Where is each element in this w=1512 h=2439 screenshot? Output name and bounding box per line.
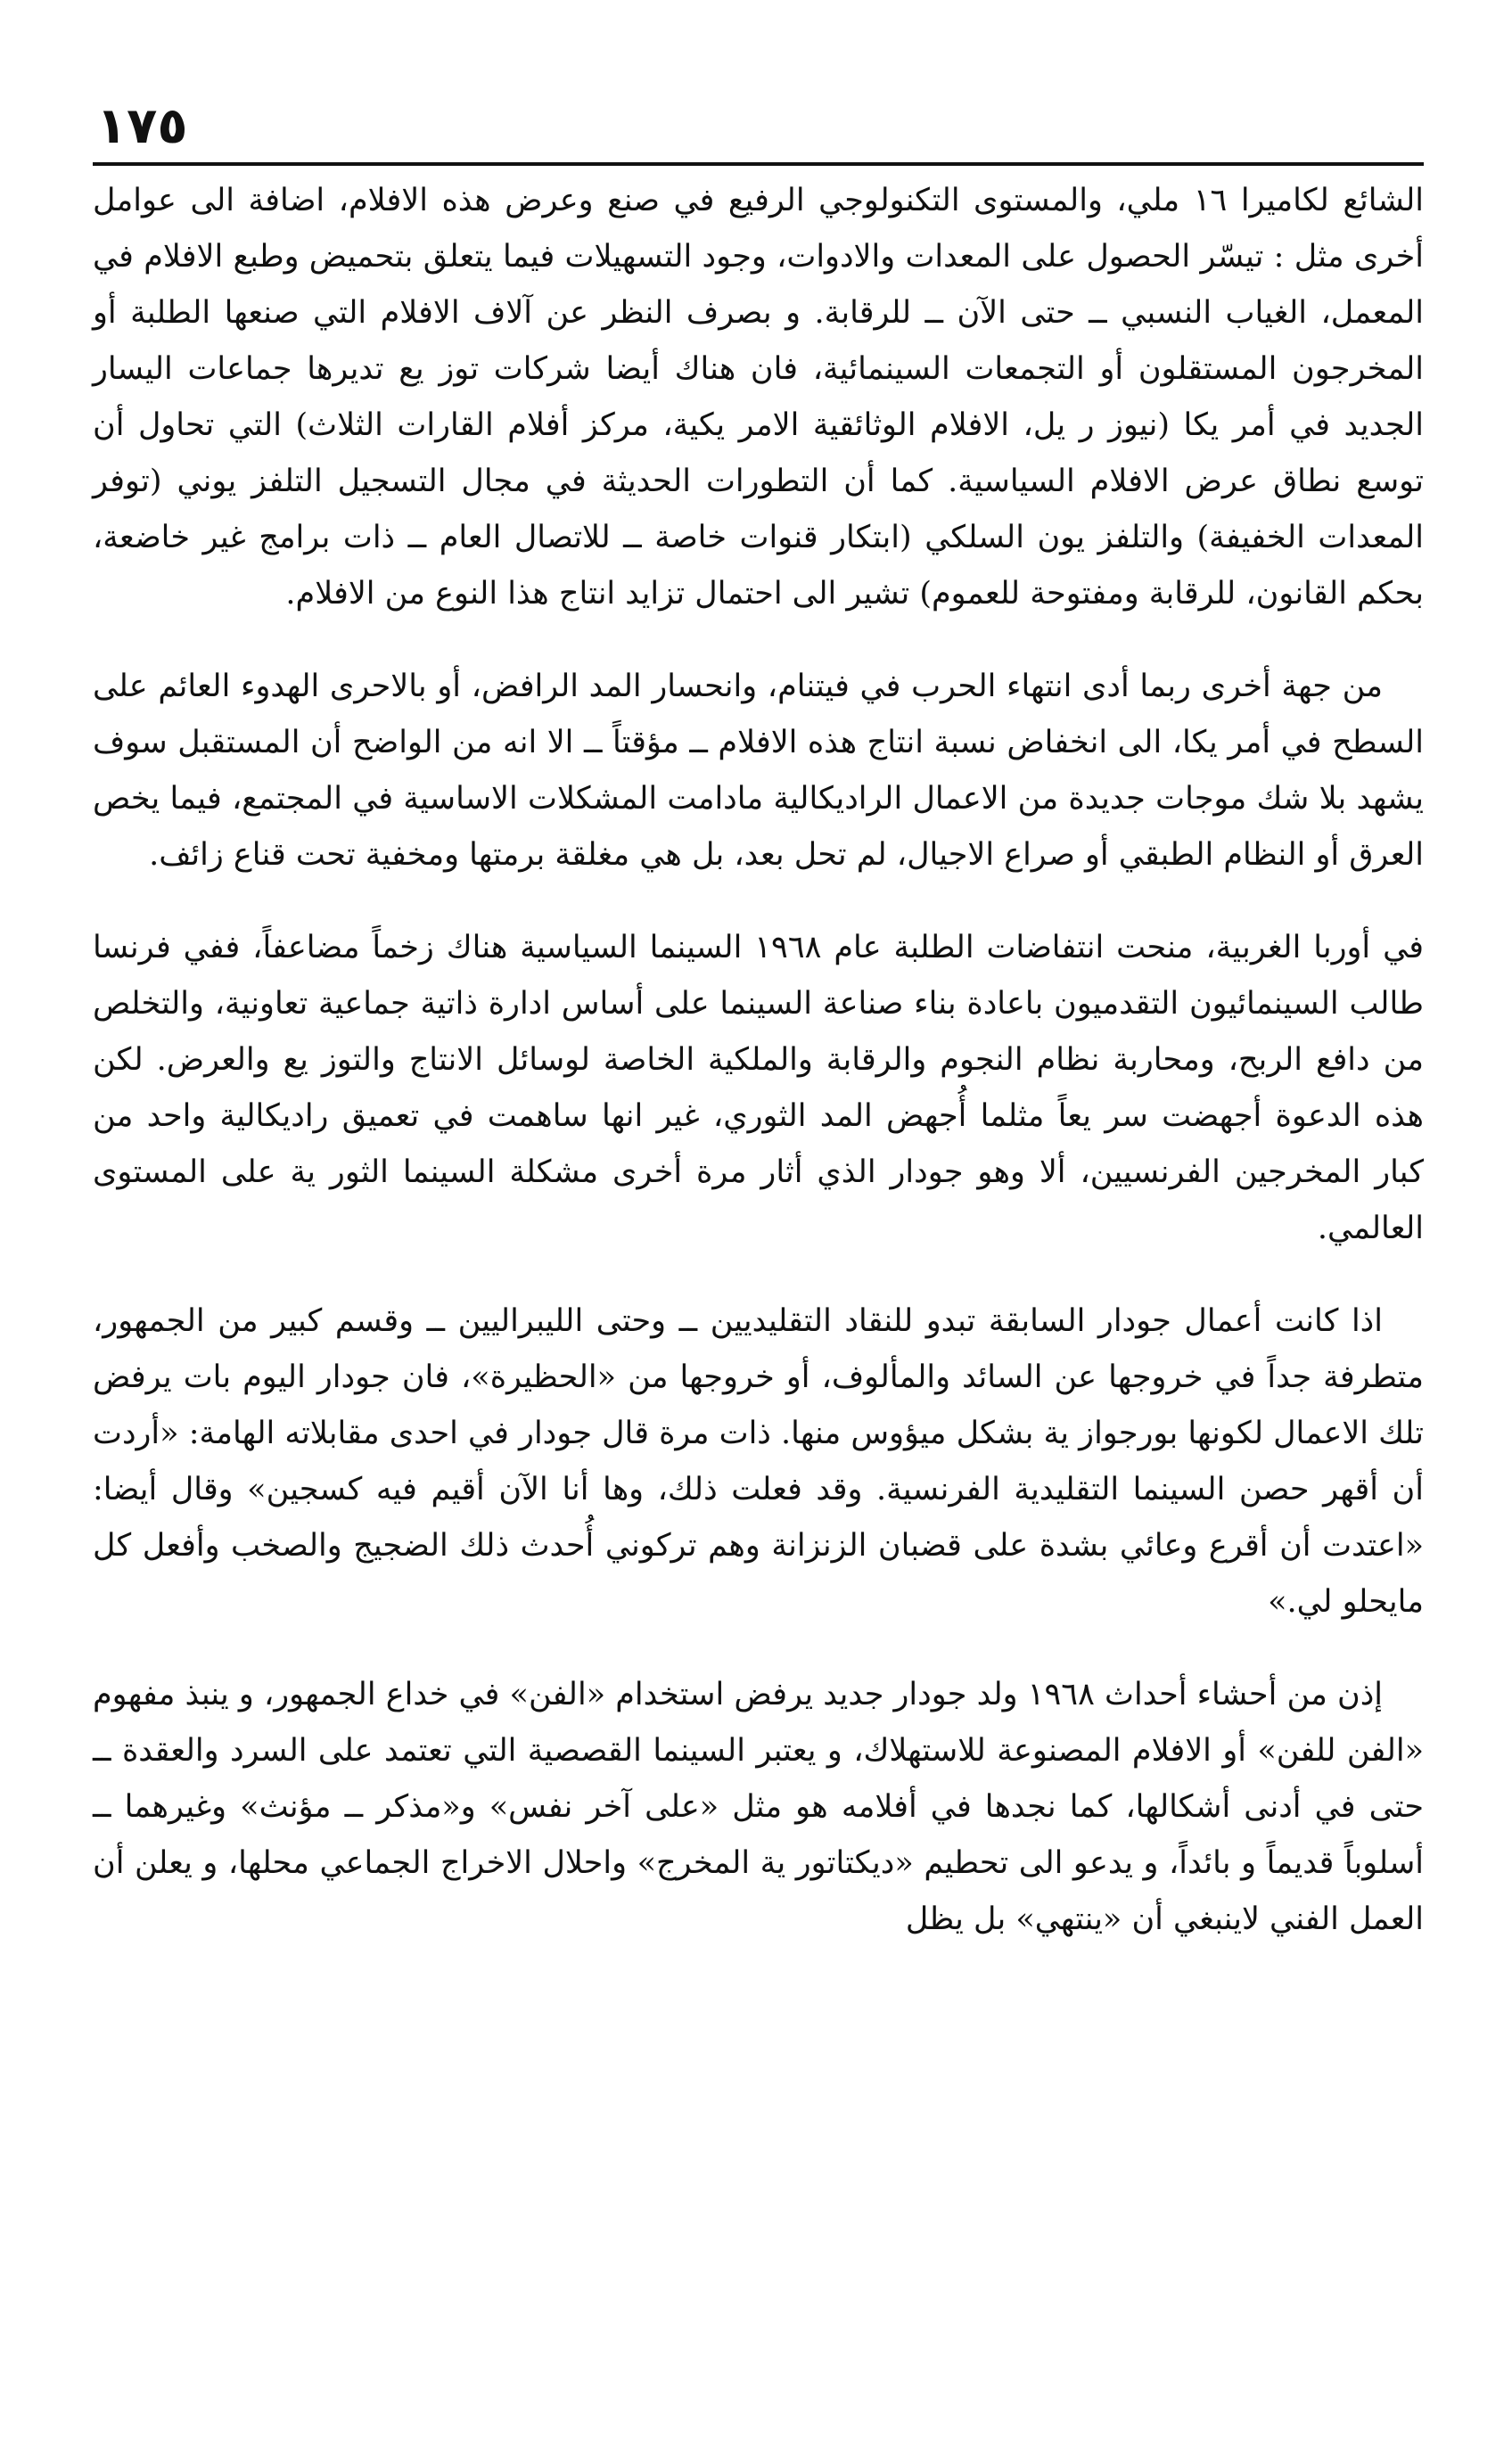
paragraph-3: في أوربا الغربية، منحت انتفاضات الطلبة عام ١٩٦٨ السينما السياسية هناك زخماً مضاعفاً، ففي فرنسا طالب السينمائيون التقدميون باعادة بناء صناعة السينما على أساس ادارة ذاتية جماعية تعاونية، والتخلص من دافع الربح، ومحاربة نظام النجوم والرقابة والملكية الخاصة لوسائل الانتاج والتوز يع والعرض. لكن هذه الدعوة أجهضت سر يعاً مثلما أُجهض المد الثوري، غير انها ساهمت في تعميق راديكالية واحد من كبار المخرجين الفرنسيين، ألا وهو جودار الذي أثار مرة أخرى مشكلة السينما الثور ية على المستوى العالمي.: [93, 930, 1424, 1246]
paragraph-4: اذا كانت أعمال جودار السابقة تبدو للنقاد التقليديين ــ وحتى الليبراليين ــ وقسم كبير من الجمهور، متطرفة جداً في خروجها عن السائد والمألوف، أو خروجها من «الحظيرة»، فان جودار اليوم بات يرفض تلك الاعمال لكونها بورجواز ية بشكل ميؤوس منها. ذات مرة قال جودار في احدى مقابلاته الهامة: «أردت أن أقهر حصن السينما التقليدية الفرنسية. وقد فعلت ذلك، وها أنا الآن أقيم فيه كسجين» وقال أيضا: «اعتدت أن أقرع وعائي بشدة على قضبان الزنزانة وهم تركوني أُحدث ذلك الضجيج والصخب وأفعل كل مايحلو لي.»: [93, 1303, 1424, 1620]
header-rule: [93, 162, 1424, 166]
paragraph-2: من جهة أخرى ربما أدى انتهاء الحرب في فيتنام، وانحسار المد الرافض، أو بالاحرى الهدوء العائم على السطح في أمر يكا، الى انخفاض نسبة انتاج هذه الافلام ــ مؤقتاً ــ الا انه من الواضح أن المستقبل سوف يشهد بلا شك موجات جديدة من الاعمال الراديكالية مادامت المشكلات الاساسية في المجتمع، فيما يخص العرق أو النظام الطبقي أو صراع الاجيال، لم تحل بعد، بل هي مغلقة برمتها ومخفية تحت قناع زائف.: [93, 669, 1424, 873]
paragraph-5: إذن من أحشاء أحداث ١٩٦٨ ولد جودار جديد يرفض استخدام «الفن» في خداع الجمهور، و ينبذ مفهوم «الفن للفن» أو الافلام المصنوعة للاستهلاك، و يعتبر السينما القصصية التي تعتمد على السرد والعقدة ــ حتى في أدنى أشكالها، كما نجدها في أفلامه هو مثل «على آخر نفس» و«مذكر ــ مؤنث» وغيرهما ــ أسلوباً قديماً و بائداً، و يدعو الى تحطيم «ديكتاتور ية المخرج» واحلال الاخراج الجماعي محلها، و يعلن أن العمل الفني لاينبغي أن «ينتهي» بل يظل: [93, 1677, 1424, 1937]
body-text: [93, 173, 1424, 1948]
paragraph-1: الشائع لكاميرا ١٦ ملي، والمستوى التكنولوجي الرفيع في صنع وعرض هذه الافلام، اضافة الى عوامل أخرى مثل : تيسّر الحصول على المعدات والادوات، وجود التسهيلات فيما يتعلق بتحميض وطبع الافلام في المعمل، الغياب النسبي ــ حتى الآن ــ للرقابة. و بصرف النظر عن آلاف الافلام التي صنعها الطلبة أو المخرجون المستقلون أو التجمعات السينمائية، فان هناك أيضا شركات توز يع تديرها جماعات اليسار الجديد في أمر يكا (نيوز ر يل، الافلام الوثائقية الامر يكية، مركز أفلام القارات الثلاث) التي تحاول أن توسع نطاق عرض الافلام السياسية. كما أن التطورات الحديثة في مجال التسجيل التلفز يوني (توفر المعدات الخفيفة) والتلفز يون السلكي (ابتكار قنوات خاصة ــ للاتصال العام ــ ذات برامج غير خاضعة، بحكم القانون، للرقابة ومفتوحة للعموم) تشير الى احتمال تزايد انتاج هذا النوع من الافلام.: [93, 183, 1425, 612]
page-number: ١٧٥: [96, 97, 188, 155]
